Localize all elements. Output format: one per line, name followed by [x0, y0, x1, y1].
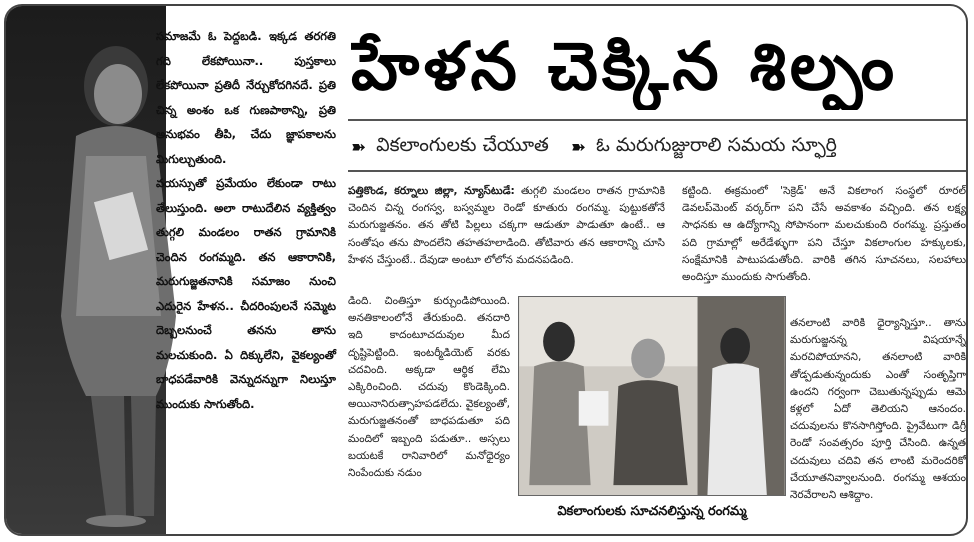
- article-photo: [518, 296, 786, 496]
- rule-divider: [348, 119, 966, 121]
- intro-paragraph-2: వయస్సుతో ప్రమేయం లేకుండా రాటు తేలుస్తుంది. అలా రాటుదేలిన వ్యక్తిత్వం తుగ్గలి మండలం రాతన గ్రామానికి చెందిన రంగమ్మది. తన ఆకారానికి, మరుగుజ్జతనానికి సమాజం నుంచి ఎదురైన హేళన.. చీదరింపులనే సమ్మెట దెబ్బలనుంచే తనను తాను మలచుకుంది. ఏ దిక్కులేని, వైకల్యంతో బాధపడేవారికి వెన్నుదన్నుగా నిలుస్తూ ముందుకు సాగుతోంది.: [156, 176, 336, 411]
- body-text-a: తుగ్గలి మండలం రాతన గ్రామానికి చెందిన చిన్న రంగస్వ, బస్వమ్మల రెండో కూతురు రంగమ్మ. పుట్టుకతోనే మరుగుజ్జతనం. తన తోటి పిల్లలు చక్కగా ఆడుతూ పాడుతూ ఉంటే.. ఆ సంతోషం తను పొందలేని తహతహలాడింది. తోటివారు తన ఆకారాన్ని చూసి హేళన చేస్తుంటే.. దేవుడా అంటూ లోలోన మదనపడింది.: [348, 185, 665, 266]
- body-column-a: [348, 183, 665, 293]
- newspaper-clipping: [4, 4, 968, 536]
- subheads: [351, 126, 966, 168]
- body-column-b: [682, 183, 966, 293]
- body-text-b2: తనలాంటి వారికి ధైర్యాన్నిస్తూ.. తాను మరుగుజ్జనన్న విషయాన్నే మరచిపోయానని, తనలాంటి వారికి తోడ్పడుతున్నందుకు ఎంతో సంతృప్తిగా ఉందని గర్వంగా చెబుతున్నప్పుడు ఆమె కళ్లలో ఏదో తెలియని ఆనందం. చదువులను కొనసాగిస్తోంది. ప్రైవేటుగా డిగ్రీ రెండో సంవత్సరం పూర్తి చేసింది. ఉన్నత చదువులు చదివి తన లాంటి మరెందరికో చేయూతనివ్వాలనుంది. రంగమ్మ ఆశయం నెరవేరాలని ఆశిద్దాం.: [790, 317, 966, 502]
- subhead-1-text: వికలాంగులకు చేయూత: [376, 133, 549, 156]
- subhead-2-text: ఓ మరుగుజ్జురాలి సమయ స్ఫూర్తి: [595, 133, 837, 156]
- body-text-a2: డింది. చింతిస్తూ కుర్చుండిపోయింది. అనతికాలంలోనే తేరుకుంది. తనదారి ఇది కాదంటూచదువుల మీద దృష్టిపెట్టింది. ఇంటర్మీడియెట్ వరకు చదవింది. అక్కడా ఆర్థిక లేమి ఎక్కిరించింది. చదువు కొండెక్కింది. అయినానిరుత్సాహపడలేదు. వైకల్యంతో, మరుగుజ్జతనంతో బాధపడుతూ పది మందిలో ఇబ్బంది పడుతూ.. అస్సలు బయటకే రానివారిలో మనోధైర్యం నింపేందుకు నడుం: [348, 295, 510, 480]
- dateline: పత్తికొండ, కర్నూలు జిల్లా, న్యూస్‌టుడే:: [348, 185, 515, 197]
- body-text-b: కట్టింది. ఈక్రమంలో 'సెక్రెడ్' అనే వికలాంగ సంస్థలో రూరల్ డెవలప్‌మెంట్ వర్కర్‌గా పని చేసే అవకాశం వచ్చింది. తన లక్ష్య సాధనకు ఆ ఉద్యోగాన్ని సోపానంగా మలచుకుంది రంగమ్మ. ప్రస్తుతం పది గ్రామాల్లో అరేడేళ్ళుగా పని చేస్తూ వికలాంగుల హక్కులకు, సంక్షేమానికి పాటుపడుతోంది. వారికి తగిన సూచనలు, సలహాలు అందిస్తూ ముందుకు సాగుతోంది.: [682, 185, 966, 284]
- headline: హేళన చెక్కిన శిల్పం: [351, 27, 899, 105]
- arrow-icon: ➽: [570, 136, 586, 158]
- photo-caption: వికలాంగులకు సూచనలిస్తున్న రంగమ్మ: [557, 504, 747, 519]
- arrow-icon: ➽: [351, 136, 367, 158]
- body-column-b2: [790, 315, 966, 533]
- intro-paragraph-1: సమాజమే ఓ పెద్దబడి. ఇక్కడ తరగతి గది లేకపోయినా.. పుస్తకాలు లేకపోయినా ప్రతిదీ నేర్చుకోదగినదే. ప్రతి చిన్న అంశం ఒక గుణపాఠాన్ని, ప్రతి అనుభవం తీపి, చేదు జ్ఞాపకాలను మిగుల్చుతుంది.: [156, 29, 336, 166]
- rule-divider: [348, 170, 966, 172]
- subhead-1: [351, 134, 549, 161]
- subhead-2: [571, 134, 837, 161]
- intro-paragraph: [156, 24, 336, 416]
- body-column-a2: [348, 293, 510, 533]
